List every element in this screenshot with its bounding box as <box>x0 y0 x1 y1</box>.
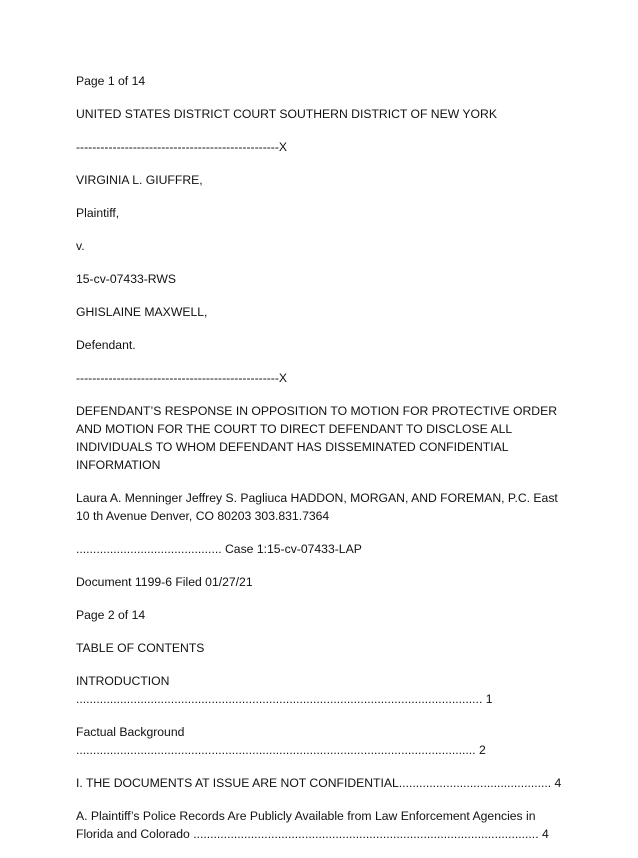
document-title: DEFENDANT’S RESPONSE IN OPPOSITION TO MOTION FOR PROTECTIVE ORDER AND MOTION FOR THE COURT TO DIRECT DEFENDANT TO DISCLOSE ALL INDIVIDUALS TO WHOM DEFENDANT HAS DISSEMINATED CONFIDENTIAL INFORMATION <box>76 404 560 472</box>
toc-entry-factual-background: Factual Background ...................................................................................................................... 2 <box>76 725 486 757</box>
counsel-block: Laura A. Menninger Jeffrey S. Pagliuca HADDON, MORGAN, AND FOREMAN, P.C. East 10 th Avenue Denver, CO 80203 303.831.7364 <box>76 491 562 523</box>
document-body <box>76 72 566 858</box>
caption-separator: --------------------------------------------------X <box>76 371 288 385</box>
plaintiff-role: Plaintiff, <box>76 206 120 220</box>
versus-text: v. <box>76 239 85 253</box>
toc-heading: TABLE OF CONTENTS <box>76 641 205 655</box>
toc-entry-section-a: A. Plaintiff’s Police Records Are Publicly Available from Law Enforcement Agencies in Florida and Colorado ...................................................................................................... 4 <box>76 809 549 841</box>
filing-case-line: ........................................... Case 1:15-cv-07433-LAP <box>76 542 362 556</box>
court-name: UNITED STATES DISTRICT COURT SOUTHERN DISTRICT OF NEW YORK <box>76 107 497 121</box>
defendant-role: Defendant. <box>76 338 136 352</box>
defendant-name: GHISLAINE MAXWELL, <box>76 305 208 319</box>
caption-separator: --------------------------------------------------X <box>76 140 288 154</box>
toc-entry-introduction: INTRODUCTION ........................................................................................................................ 1 <box>76 674 493 706</box>
page-header: Page 2 of 14 <box>76 608 146 622</box>
case-number: 15-cv-07433-RWS <box>76 272 177 286</box>
page-header: Page 1 of 14 <box>76 74 146 88</box>
filing-document-line: Document 1199-6 Filed 01/27/21 <box>76 575 253 589</box>
plaintiff-name: VIRGINIA L. GIUFFRE, <box>76 173 203 187</box>
toc-entry-section-i: I. THE DOCUMENTS AT ISSUE ARE NOT CONFIDENTIAL............................................. 4 <box>76 776 562 790</box>
